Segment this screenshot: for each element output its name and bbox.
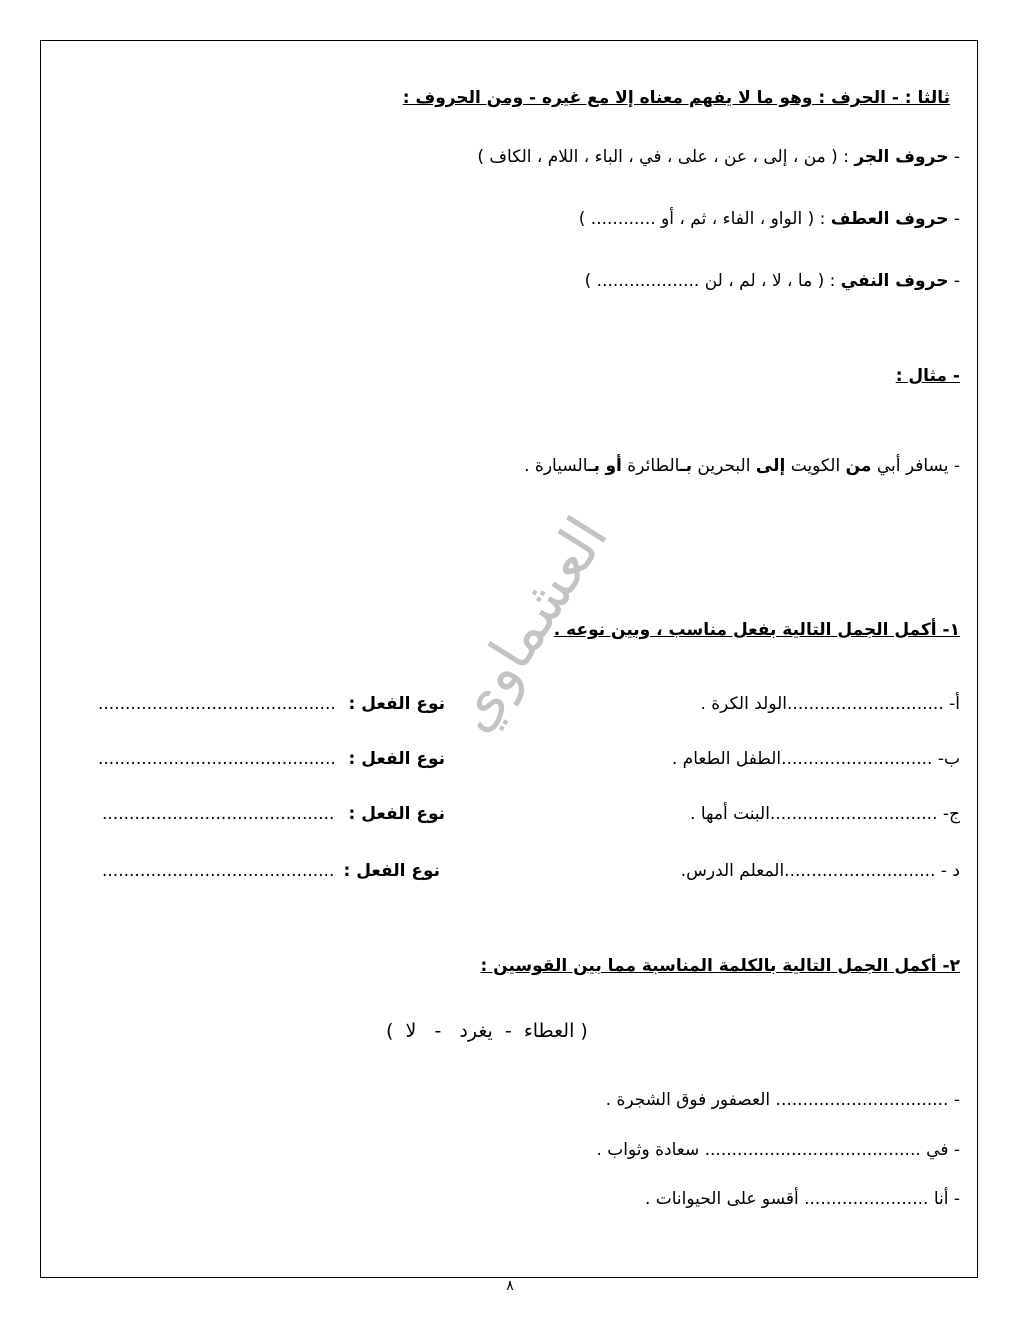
prepositions-list: : ( من ، إلى ، عن ، على ، في ، الباء ، اللام ، الكاف ) <box>477 147 855 167</box>
section-heading: ثالثا : - الحرف : وهو ما لا يفهم معناه إلا مع غيره - ومن الحروف : <box>402 88 950 108</box>
exercise2-item: - ................................ العصفور فوق الشجرة . <box>605 1090 960 1110</box>
exercise2-item: - في ........................................ سعادة وثواب . <box>596 1140 960 1160</box>
negation-list: : ( ما ، لا ، لم ، لن ................... ) <box>584 271 841 291</box>
conjunctions-line: - حروف العطف : ( الواو ، الفاء ، ثم ، أو ............ ) <box>578 209 960 229</box>
exercise2-heading: ٢- أكمل الجمل التالية بالكلمة المناسبة مما بين القوسين : <box>480 956 960 976</box>
verb-type-label: نوع الفعل : <box>343 861 440 881</box>
exercise1-row <box>60 800 960 828</box>
verb-type-label: نوع الفعل : <box>348 694 445 714</box>
verb-type-blank[interactable]: ............................................ <box>98 749 336 769</box>
exercise1-row <box>60 690 960 718</box>
word-choices: ( العطاء - يغرد - لا ) <box>386 1020 588 1042</box>
exercise1-row <box>60 745 960 773</box>
conjunctions-list: : ( الواو ، الفاء ، ثم ، أو ............ ) <box>578 209 831 229</box>
exercise1-question: أ- .............................الولد الكرة . <box>700 694 960 714</box>
exercise1-question: ب- ............................الطفل الطعام . <box>671 749 960 769</box>
verb-type-blank[interactable]: ............................................ <box>98 694 336 714</box>
negation-label: حروف النفي <box>840 271 949 291</box>
conjunctions-label: حروف العطف <box>830 209 949 229</box>
example-heading: - مثال : <box>895 366 960 386</box>
verb-type-label: نوع الفعل : <box>348 749 445 769</box>
exercise1-heading: ١- أكمل الجمل التالية بفعل مناسب ، وبين نوعه . <box>553 620 960 640</box>
example-sentence: - يسافر أبي من الكويت إلى البحرين بـالطائرة أو بـالسيارة . <box>524 456 960 476</box>
prepositions-line: - حروف الجر : ( من ، إلى ، عن ، على ، في ، الباء ، اللام ، الكاف ) <box>477 147 960 167</box>
exercise1-question: ج- ...............................البنت أمها . <box>690 804 960 824</box>
exercise1-row <box>60 857 960 885</box>
verb-type-blank[interactable]: ........................................... <box>102 861 335 881</box>
verb-type-label: نوع الفعل : <box>348 804 445 824</box>
exercise2-item: - أنا ....................... أقسو على الحيوانات . <box>644 1189 960 1209</box>
watermark-signature: العشماوي <box>437 505 621 743</box>
page-number: ٨ <box>506 1278 514 1294</box>
negation-line: - حروف النفي : ( ما ، لا ، لم ، لن ................... ) <box>584 271 960 291</box>
prepositions-label: حروف الجر <box>854 147 949 167</box>
exercise1-question: د - ............................المعلم الدرس. <box>680 861 960 881</box>
verb-type-blank[interactable]: ........................................... <box>102 804 335 824</box>
